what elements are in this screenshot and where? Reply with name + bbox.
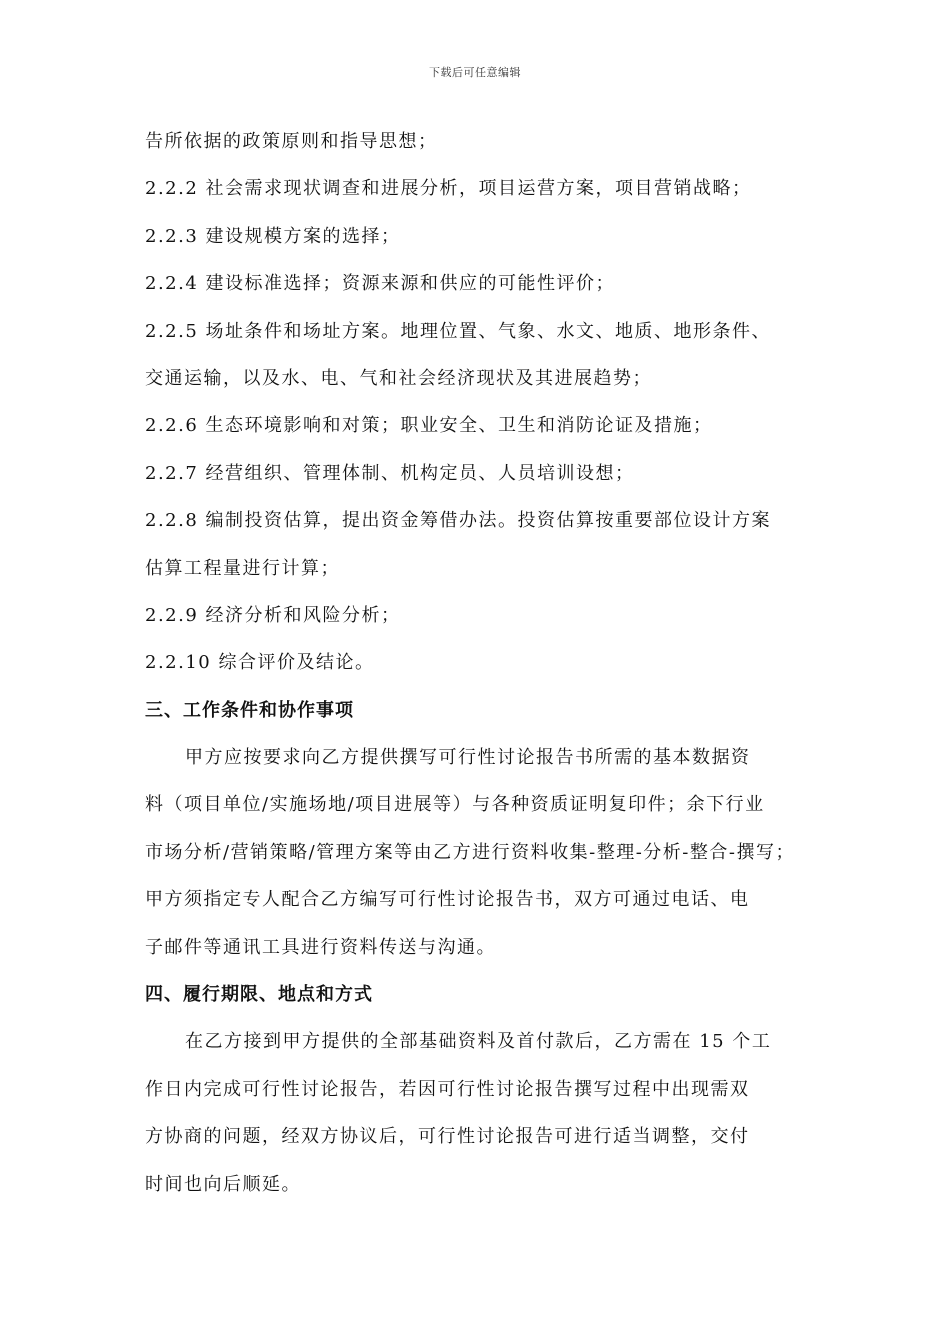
list-item-2-2-5: 2.2.5 场址条件和场址方案。地理位置、气象、水文、地质、地形条件、 [145,320,772,342]
paragraph-line: 方协商的问题，经双方协议后，可行性讨论报告可进行适当调整，交付 [145,1126,750,1148]
paragraph-line: 市场分析/营销策略/管理方案等由乙方进行资料收集-整理-分析-整合-撰写； [145,841,795,863]
section-heading-4: 四、履行期限、地点和方式 [145,984,373,1006]
list-item-2-2-4: 2.2.4 建设标准选择；资源来源和供应的可能性评价； [145,273,616,295]
list-item-2-2-8: 2.2.8 编制投资估算，提出资金筹借办法。投资估算按重要部位设计方案 [145,510,772,532]
list-item-2-2-8-continued: 估算工程量进行计算； [145,557,340,579]
list-item-2-2-2: 2.2.2 社会需求现状调查和进展分析，项目运营方案，项目营销战略； [145,178,752,200]
paragraph-line: 告所依据的政策原则和指导思想； [145,131,438,152]
document-body [145,118,810,1208]
list-item-2-2-3: 2.2.3 建设规模方案的选择； [145,225,401,247]
paragraph-line: 料（项目单位/实施场地/项目进展等）与各种资质证明复印件；余下行业 [145,794,765,816]
paragraph-line: 子邮件等通讯工具进行资料传送与沟通。 [145,936,496,958]
page-header: 下载后可任意编辑 [429,66,521,79]
paragraph-line: 甲方应按要求向乙方提供撰写可行性讨论报告书所需的基本数据资 [185,747,751,769]
paragraph-line: 在乙方接到甲方提供的全部基础资料及首付款后，乙方需在 15 个工 [185,1031,772,1053]
list-item-2-2-10: 2.2.10 综合评价及结论。 [145,652,375,674]
list-item-2-2-6: 2.2.6 生态环境影响和对策；职业安全、卫生和消防论证及措施； [145,415,713,437]
paragraph-line: 时间也向后顺延。 [145,1173,301,1195]
list-item-2-2-5-continued: 交通运输，以及水、电、气和社会经济现状及其进展趋势； [145,367,652,389]
paragraph-line: 作日内完成可行性讨论报告，若因可行性讨论报告撰写过程中出现需双 [145,1078,750,1100]
paragraph-line: 甲方须指定专人配合乙方编写可行性讨论报告书，双方可通过电话、电 [145,889,750,911]
section-heading-3: 三、工作条件和协作事项 [145,699,354,721]
list-item-2-2-9: 2.2.9 经济分析和风险分析； [145,604,401,626]
list-item-2-2-7: 2.2.7 经营组织、管理体制、机构定员、人员培训设想； [145,462,635,484]
